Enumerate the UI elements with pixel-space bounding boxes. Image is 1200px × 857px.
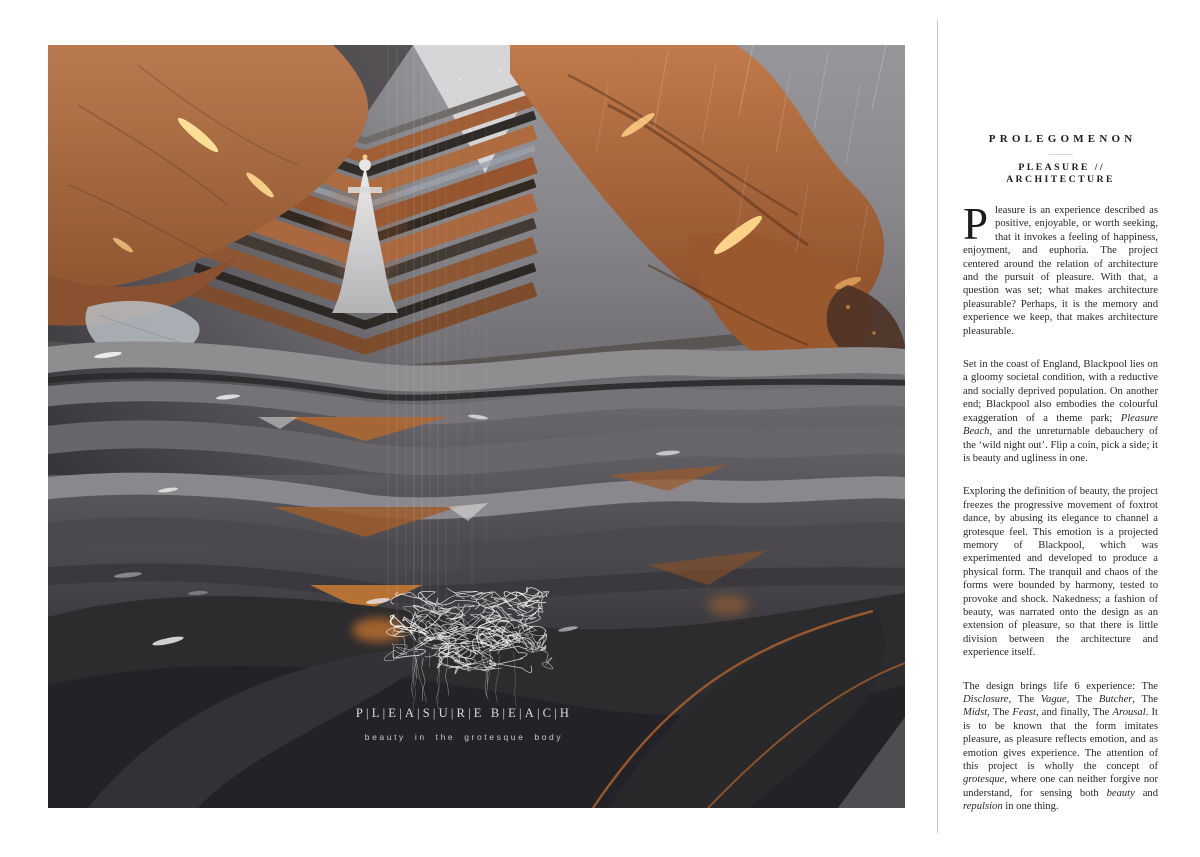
bottom-mass bbox=[48, 593, 905, 808]
artwork-subtitle: beauty in the grotesque body bbox=[364, 732, 564, 742]
article-paragraph: Pleasure is an experience described as positive, enjoyable, or worth seeking, that it invokes a feeling of happiness, enjoyment, and euphoria. The project centered around the relation of architecture and the pursuit of pleasure. With that, a question was set; what makes architecture pleasurable? Perhaps, it is the memory and experience we keep, that makes architecture pleasurable. bbox=[963, 199, 1158, 337]
artwork-svg bbox=[48, 45, 905, 808]
heading-rule bbox=[1049, 154, 1073, 155]
article-column bbox=[963, 0, 1158, 814]
article-heading: PROLEGOMENON bbox=[988, 133, 1137, 145]
article-subheading: PLEASURE // ARCHITECTURE bbox=[1006, 162, 1115, 185]
article-paragraph: The design brings life 6 experience: The Disclosure, The Vague, The Butcher, The Midst, The Feast, and finally, The Arousal. It is to be known that the form imitates pleasure, as pleasure reflects emotion, and as emotion gives experience. The attention of this project is wholly the concept of grotesque, where one can neither forgive nor understand, for sensing both beauty and repulsion in one thing. bbox=[963, 680, 1158, 813]
artwork-title: P|L|E|A|S|U|R|E B|E|A|C|H bbox=[355, 706, 573, 720]
article-paragraph: Exploring the definition of beauty, the project freezes the progressive movement of foxtrot dance, by abusing its elegance to channel a grotesque feel. This emotion is a projected memory of Blackpool, which was experimented and developed to produce a physical form. The tranquil and chaos of the forms were bounded by harmony, tested to provoke and shock. Nakedness; a fashion of beauty, was narrated onto the design as an extension of pleasure, so that there is little division between the architecture and experience itself. bbox=[963, 486, 1158, 659]
page-divider bbox=[937, 20, 938, 833]
dropcap: P bbox=[963, 199, 989, 249]
artwork-render bbox=[48, 45, 905, 808]
article-body bbox=[963, 199, 1158, 814]
article-paragraph: Set in the coast of England, Blackpool lies on a gloomy societal condition, with a reductive and socially deprived population. On another end; Blackpool also embodies the colourful exaggeration of a theme park; Pleasure Beach, and the unreturnable debauchery of the ‘wild night out’. Flip a coin, pick a side; it is beauty and ugliness in one. bbox=[963, 359, 1158, 464]
